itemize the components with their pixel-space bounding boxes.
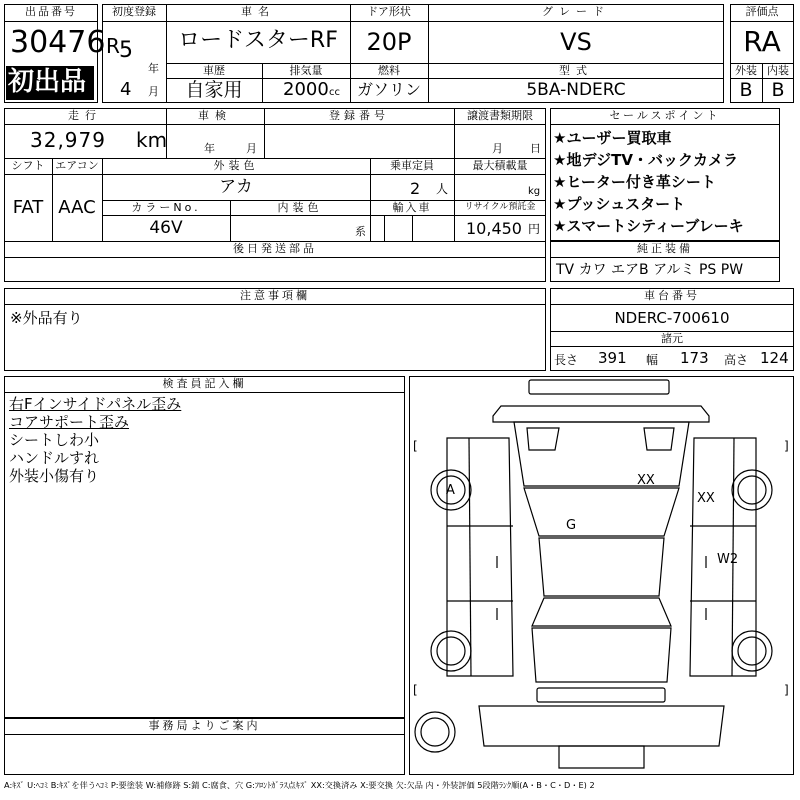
notes-label: 注意事項欄	[240, 289, 310, 302]
displacement-label: 排気量	[289, 64, 323, 77]
ext-color-label: 外装色	[213, 159, 259, 172]
damage-mark-g: G	[566, 518, 577, 533]
recycle-unit: 円	[528, 222, 541, 236]
mileage-label: 走行	[68, 109, 102, 122]
capacity-unit: 人	[436, 182, 449, 196]
grade-value: VS	[560, 28, 592, 56]
mileage-unit: km	[136, 128, 168, 152]
reg-year: 5	[119, 38, 133, 63]
import-label: 輸入車	[392, 201, 432, 214]
width-label: 幅	[646, 353, 659, 367]
aircon-value: AAC	[58, 197, 96, 218]
plate-label: 登録番号	[329, 109, 389, 122]
inspection-year-unit: 年	[204, 142, 215, 155]
bracket-right-front: ]	[784, 439, 789, 453]
door-value: 20P	[366, 28, 412, 56]
notes-value: ※外品有り	[10, 309, 83, 327]
score-int: B	[771, 79, 785, 101]
color-no-value: 46V	[149, 218, 183, 238]
legend: A:ｷｽﾞ U:ﾍｺﾐ B:ｷｽﾞを伴うﾍｺﾐ P:要塗装 W:補修跡 S:錆 C:腐食、穴 G:ﾌﾛﾝﾄｶﾞﾗｽ点ｷｽﾞ XX:交換済み X:要交換 欠:欠品 内・外装評価 5段階ﾗﾝｸ順(A・B・C・D・E) 2	[4, 781, 595, 790]
sales-item: ★プッシュスタート	[553, 195, 686, 213]
fuel-value: ガソリン	[356, 80, 421, 99]
reg-year-unit: 年	[148, 62, 159, 75]
sales-item: ★ヒーター付き革シート	[553, 173, 716, 191]
grade-label: グレード	[542, 5, 610, 18]
int-color-label: 内装色	[277, 201, 323, 214]
lot-label: 出品番号	[25, 5, 77, 18]
door-label: ドア形状	[367, 5, 411, 18]
sales-label: セールスポイント	[609, 109, 721, 122]
score-ext: B	[739, 79, 753, 101]
shift-label: シフト	[11, 159, 45, 172]
reg-month-unit: 月	[148, 85, 159, 98]
model-value: 5BA-NDERC	[526, 80, 626, 100]
inspector-item: ハンドルすれ	[9, 449, 100, 467]
office-label: 事務局よりご案内	[148, 719, 261, 732]
inspector-item: コアサポート歪み	[9, 413, 130, 431]
displacement-unit: cc	[329, 87, 340, 98]
car-diagram	[409, 376, 794, 775]
dims-label: 諸元	[661, 332, 683, 345]
history-value: 自家用	[185, 79, 243, 101]
damage-mark-a: A	[446, 483, 455, 498]
load-label: 最大積載量	[472, 159, 528, 172]
damage-mark-xx-fender: XX	[697, 491, 715, 506]
transfer-month-unit: 月	[492, 142, 503, 155]
inspector-item: 右Fインサイドパネル歪み	[9, 395, 182, 413]
history-label: 車歴	[203, 64, 225, 77]
bracket-right-rear: ]	[784, 683, 789, 697]
transfer-label: 譲渡書類期限	[467, 109, 533, 122]
capacity-value: 2	[410, 179, 421, 198]
color-no-label: カラーNo.	[131, 201, 201, 214]
equipment-label: 純正装備	[637, 242, 693, 255]
lot-number: 30476	[10, 25, 106, 60]
length-value: 391	[598, 349, 627, 367]
car-label: 車名	[241, 5, 275, 18]
inspection-month-unit: 月	[246, 142, 257, 155]
reg-label: 初度登録	[112, 5, 156, 18]
inspection-label: 車検	[198, 109, 232, 122]
int-color-unit: 系	[355, 225, 366, 238]
shift-value: FAT	[12, 197, 44, 218]
later-parts-label: 後日発送部品	[233, 242, 317, 255]
length-label: 長さ	[554, 353, 579, 367]
capacity-label: 乗車定員	[390, 159, 434, 172]
mileage-value: 32,979	[30, 128, 106, 152]
sales-item: ★スマートシティーブレーキ	[553, 217, 744, 235]
chassis-label: 車台番号	[644, 289, 700, 302]
width-value: 173	[680, 349, 709, 367]
damage-mark-w2: W2	[717, 552, 739, 567]
score-value: RA	[743, 25, 781, 58]
bracket-left-front: [	[413, 439, 418, 453]
sales-item: ★地デジTV・バックカメラ	[553, 151, 738, 169]
reg-month: 4	[120, 79, 132, 100]
recycle-label: リサイクル預託金	[464, 202, 536, 212]
equipment-value: TV カワ エアB アルミ PS PW	[556, 262, 744, 278]
sales-item: ★ユーザー買取車	[553, 129, 672, 147]
ext-color-value: アカ	[219, 177, 253, 197]
aircon-label: エアコン	[55, 159, 99, 172]
load-unit: kg	[528, 186, 541, 197]
inspector-item: シートしわ小	[9, 431, 100, 449]
car-name: ロードスターRF	[178, 28, 338, 53]
score-label: 評価点	[745, 5, 779, 18]
first-listing-text: 初出品	[8, 67, 87, 97]
displacement-value: 2000	[283, 79, 329, 100]
reg-era: R	[106, 34, 120, 58]
model-label: 型式	[559, 64, 593, 77]
fuel-label: 燃料	[378, 64, 400, 77]
damage-mark-xx-hood: XX	[637, 473, 655, 488]
chassis-value: NDERC-700610	[614, 309, 730, 327]
score-int-label: 内装	[767, 64, 789, 77]
transfer-day-unit: 日	[530, 142, 541, 155]
inspector-label: 検査員記入欄	[162, 377, 247, 390]
inspector-item: 外装小傷有り	[9, 467, 100, 485]
height-label: 高さ	[724, 353, 749, 367]
height-value: 124	[760, 349, 789, 367]
score-ext-label: 外装	[735, 64, 757, 77]
bracket-left-rear: [	[413, 683, 418, 697]
recycle-value: 10,450	[466, 219, 522, 238]
